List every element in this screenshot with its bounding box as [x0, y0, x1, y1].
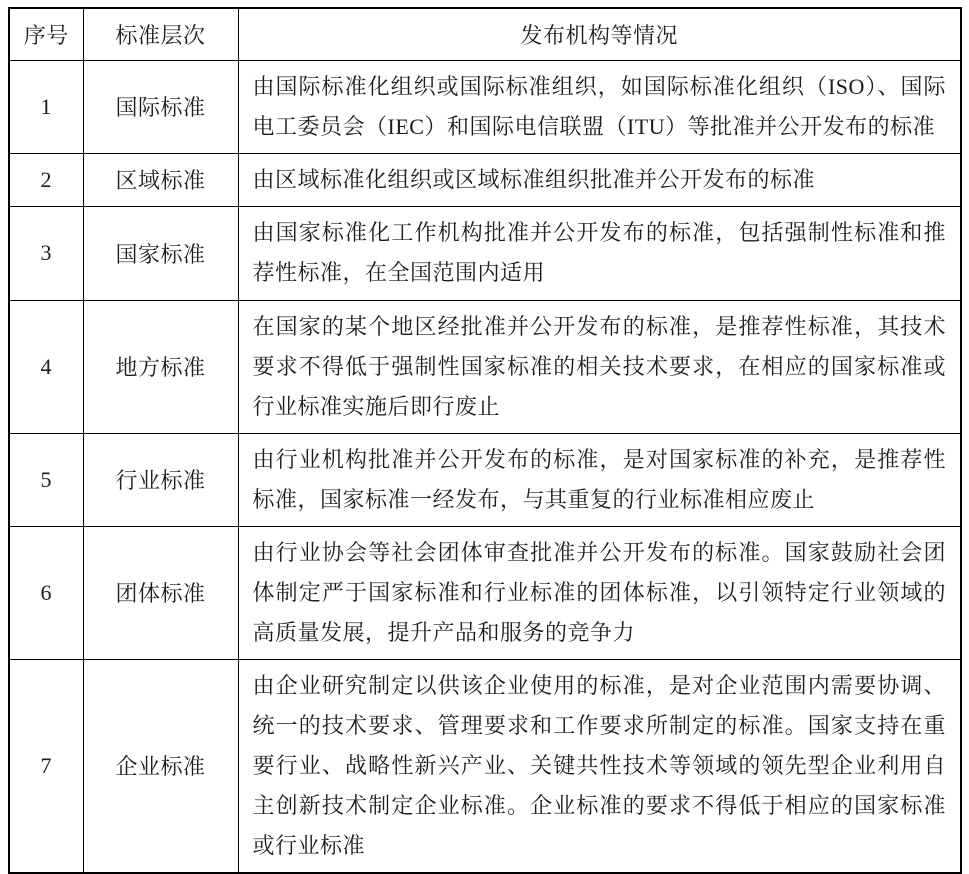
table-row — [9, 300, 961, 433]
row-standard-level: 行业标准 — [83, 433, 238, 526]
row-issuer-description: 由区域标准化组织或区域标准组织批准并公开发布的标准 — [238, 153, 961, 206]
header-standard-level: 标准层次 — [83, 8, 238, 60]
row-issuer-description: 由国家标准化工作机构批准并公开发布的标准，包括强制性标准和推荐性标准，在全国范围内适用 — [238, 206, 961, 300]
table-row — [9, 433, 961, 526]
row-standard-level: 地方标准 — [83, 300, 238, 433]
row-issuer-description: 由行业协会等社会团体审查批准并公开发布的标准。国家鼓励社会团体制定严于国家标准和行业标准的团体标准，以引领特定行业领域的高质量发展，提升产品和服务的竞争力 — [238, 526, 961, 659]
row-seq-no: 2 — [9, 153, 83, 206]
row-standard-level: 区域标准 — [83, 153, 238, 206]
row-issuer-description: 由行业机构批准并公开发布的标准，是对国家标准的补充，是推荐性标准，国家标准一经发布，与其重复的行业标准相应废止 — [238, 433, 961, 526]
table-body — [9, 60, 961, 873]
table-row — [9, 153, 961, 206]
row-issuer-description: 在国家的某个地区经批准并公开发布的标准，是推荐性标准，其技术要求不得低于强制性国家标准的相关技术要求，在相应的国家标准或行业标准实施后即行废止 — [238, 300, 961, 433]
row-standard-level: 国家标准 — [83, 206, 238, 300]
row-seq-no: 1 — [9, 60, 83, 153]
row-seq-no: 6 — [9, 526, 83, 659]
table-row — [9, 526, 961, 659]
row-seq-no: 3 — [9, 206, 83, 300]
row-seq-no: 4 — [9, 300, 83, 433]
row-seq-no: 7 — [9, 659, 83, 873]
header-row — [9, 8, 961, 60]
row-issuer-description: 由国际标准化组织或国际标准组织，如国际标准化组织（ISO）、国际电工委员会（IEC）和国际电信联盟（ITU）等批准并公开发布的标准 — [238, 60, 961, 153]
row-seq-no: 5 — [9, 433, 83, 526]
table-row — [9, 206, 961, 300]
row-standard-level: 团体标准 — [83, 526, 238, 659]
row-standard-level: 国际标准 — [83, 60, 238, 153]
table-row — [9, 659, 961, 873]
header-seq-no: 序号 — [9, 8, 83, 60]
standards-table — [8, 7, 962, 874]
row-standard-level: 企业标准 — [83, 659, 238, 873]
header-issuing-org: 发布机构等情况 — [238, 8, 961, 60]
row-issuer-description: 由企业研究制定以供该企业使用的标准，是对企业范围内需要协调、统一的技术要求、管理要求和工作要求所制定的标准。国家支持在重要行业、战略性新兴产业、关键共性技术等领域的领先型企业利用自主创新技术制定企业标准。企业标准的要求不得低于相应的国家标准或行业标准 — [238, 659, 961, 873]
table-row — [9, 60, 961, 153]
